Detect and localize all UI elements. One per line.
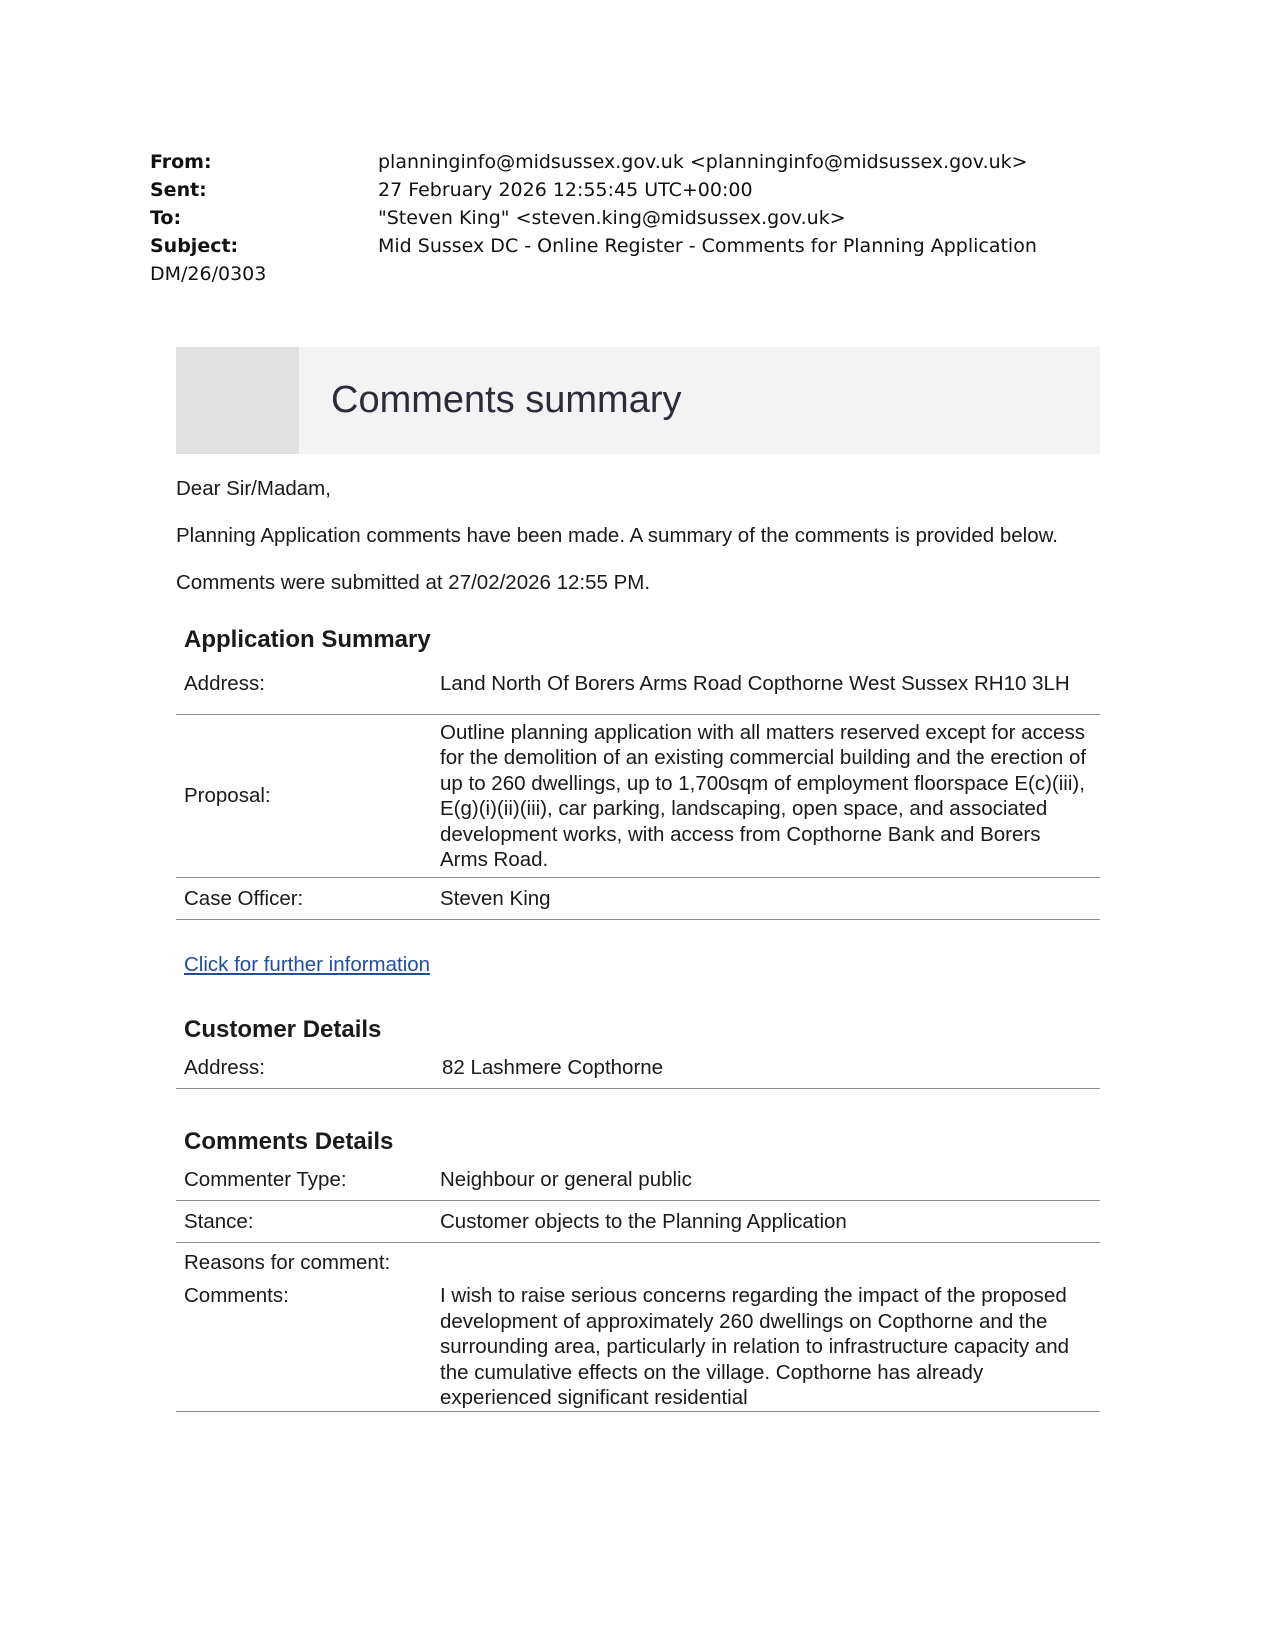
banner-main <box>299 347 1100 454</box>
subject-row <box>150 232 1037 260</box>
sent-label: Sent: <box>150 179 207 201</box>
submitted-text: Comments were submitted at 27/02/2026 12:55 PM. <box>176 571 651 594</box>
intro-text: Planning Application comments have been made. A summary of the comments is provided below. <box>176 524 1058 547</box>
comments-details-heading: Comments Details <box>184 1128 394 1155</box>
email-header <box>150 148 1037 288</box>
customer-details-heading: Customer Details <box>184 1016 382 1043</box>
page-title: Comments summary <box>331 379 682 421</box>
customer-details-table <box>176 1048 1100 1089</box>
to-label: To: <box>150 207 182 229</box>
banner-side-block <box>176 347 299 454</box>
greeting: Dear Sir/Madam, <box>176 477 331 500</box>
row-label: Stance: <box>176 1201 440 1243</box>
table-row <box>176 1243 1100 1284</box>
row-label: Case Officer: <box>176 878 440 920</box>
row-value: 82 Lashmere Copthorne <box>440 1048 1100 1089</box>
table-row <box>176 1160 1100 1201</box>
row-label: Commenter Type: <box>176 1160 440 1201</box>
application-summary-table <box>176 654 1100 920</box>
row-value: Steven King <box>440 878 1100 920</box>
subject-value: Mid Sussex DC - Online Register - Comments for Planning Application <box>378 235 1037 257</box>
from-row <box>150 148 1037 176</box>
link-row <box>176 953 1100 977</box>
comments-document <box>176 347 1100 1412</box>
table-row <box>176 654 1100 715</box>
row-value: Neighbour or general public <box>440 1160 1100 1201</box>
row-label: Proposal: <box>176 715 440 878</box>
comments-details-table <box>176 1160 1100 1412</box>
to-value: "Steven King" <steven.king@midsussex.gov.uk> <box>378 207 846 229</box>
row-value: Customer objects to the Planning Application <box>440 1201 1100 1243</box>
application-summary-heading: Application Summary <box>184 626 431 653</box>
table-row <box>176 1201 1100 1243</box>
to-row <box>150 204 1037 232</box>
from-label: From: <box>150 151 212 173</box>
further-info-link[interactable]: Click for further information <box>184 953 431 976</box>
table-row <box>176 878 1100 920</box>
row-value: Outline planning application with all matters reserved except for access for the demolition of an existing commercial building and the erection of up to 260 dwellings, up to 1,700sqm of employment floorspace E(c)(iii), E(g)(i)(ii)(iii), car parking, landscaping, open space, and associated development works, with access from Copthorne Bank and Borers Arms Road. <box>440 715 1100 878</box>
table-row <box>176 1283 1100 1412</box>
row-value: I wish to raise serious concerns regarding the impact of the proposed development of approximately 260 dwellings on Copthorne and the surrounding area, particularly in relation to infrastructure capacity and the cumulative effects on the village. Copthorne has already experienced significant residential <box>440 1283 1100 1412</box>
from-value: planninginfo@midsussex.gov.uk <planninginfo@midsussex.gov.uk> <box>378 151 1028 173</box>
banner <box>176 347 1100 454</box>
row-label: Comments: <box>176 1283 440 1412</box>
row-value <box>440 1243 1100 1284</box>
subject-label: Subject: <box>150 235 239 257</box>
table-row <box>176 715 1100 878</box>
row-label: Reasons for comment: <box>184 1251 391 1275</box>
sent-row <box>150 176 1037 204</box>
sent-value: 27 February 2026 12:55:45 UTC+00:00 <box>378 179 753 201</box>
row-label: Address: <box>176 1048 440 1089</box>
row-label: Address: <box>176 654 440 715</box>
row-value: Land North Of Borers Arms Road Copthorne West Sussex RH10 3LH <box>440 654 1100 715</box>
table-row <box>176 1048 1100 1089</box>
subject-continuation: DM/26/0303 <box>150 263 267 285</box>
